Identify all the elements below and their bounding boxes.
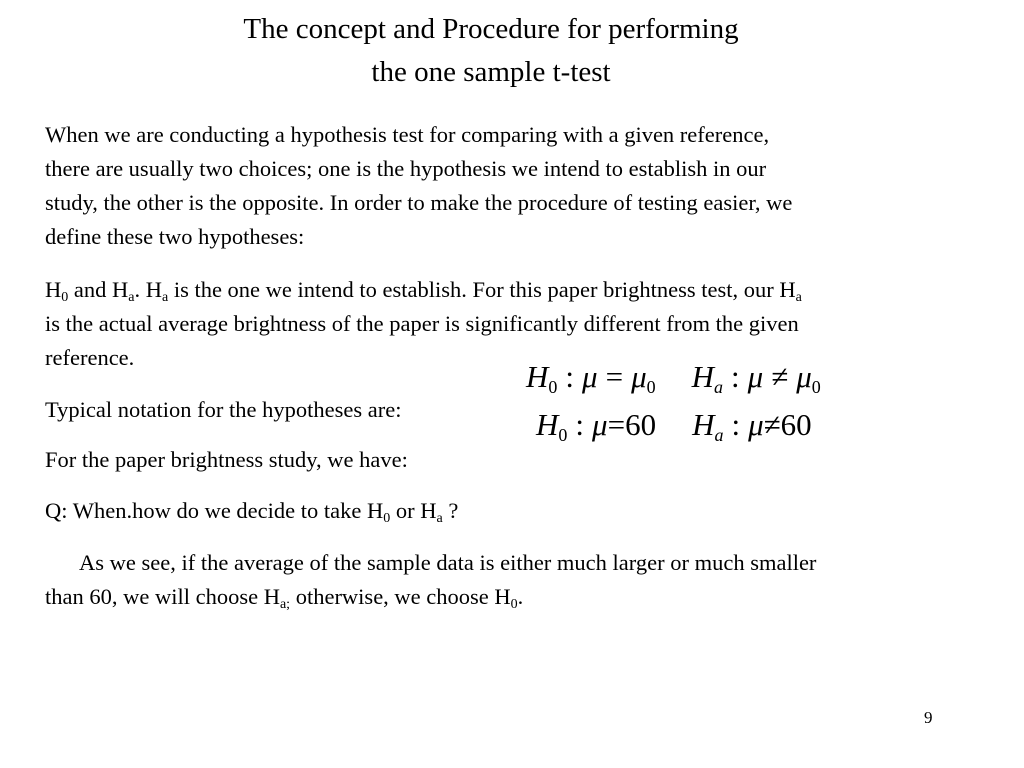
paper-study-text: For the paper brightness study, we have: bbox=[45, 447, 408, 472]
typical-notation-text: Typical notation for the hypotheses are: bbox=[45, 397, 402, 422]
hypotheses-line: $H_0$ and $H_a$. $H_a$ is the one we intend to establish. For this paper brightness test, our $H_a$ bbox=[45, 277, 802, 305]
page-number: 9 bbox=[924, 708, 933, 727]
general-hypotheses-formula: $H_0$ : $\mu = \mu_0$ $H_a$ : $\mu \ne \mu_0$ bbox=[526, 359, 821, 397]
brightness-hypotheses-formula: $H_0$ : μ=60 $H_a$ : μ≠60 bbox=[536, 407, 812, 445]
answer-paragraph bbox=[45, 546, 816, 614]
question-text: Q: When.how do we decide to take $H_0$ or $H_a$ ? bbox=[45, 498, 459, 526]
hypotheses-line: is the actual average brightness of the paper is significantly different from the given bbox=[45, 311, 799, 336]
answer-line: than 60, we will choose $H_{a;}$ otherwise, we choose $H_0$. bbox=[45, 584, 524, 612]
intro-paragraph bbox=[45, 118, 792, 254]
answer-line: As we see, if the average of the sample data is either much larger or much smaller bbox=[79, 550, 817, 575]
title-line-1: The concept and Procedure for performing bbox=[243, 13, 739, 45]
intro-line: study, the other is the opposite. In order to make the procedure of testing easier, we bbox=[45, 190, 793, 215]
title-line-2: the one sample t-test bbox=[371, 56, 611, 88]
intro-line: there are usually two choices; one is the hypothesis we intend to establish in our bbox=[45, 156, 767, 181]
intro-line: When we are conducting a hypothesis test for comparing with a given reference, bbox=[45, 122, 770, 147]
hypotheses-line: reference. bbox=[45, 345, 135, 370]
intro-line: define these two hypotheses: bbox=[45, 224, 305, 249]
slide-title bbox=[0, 8, 982, 94]
